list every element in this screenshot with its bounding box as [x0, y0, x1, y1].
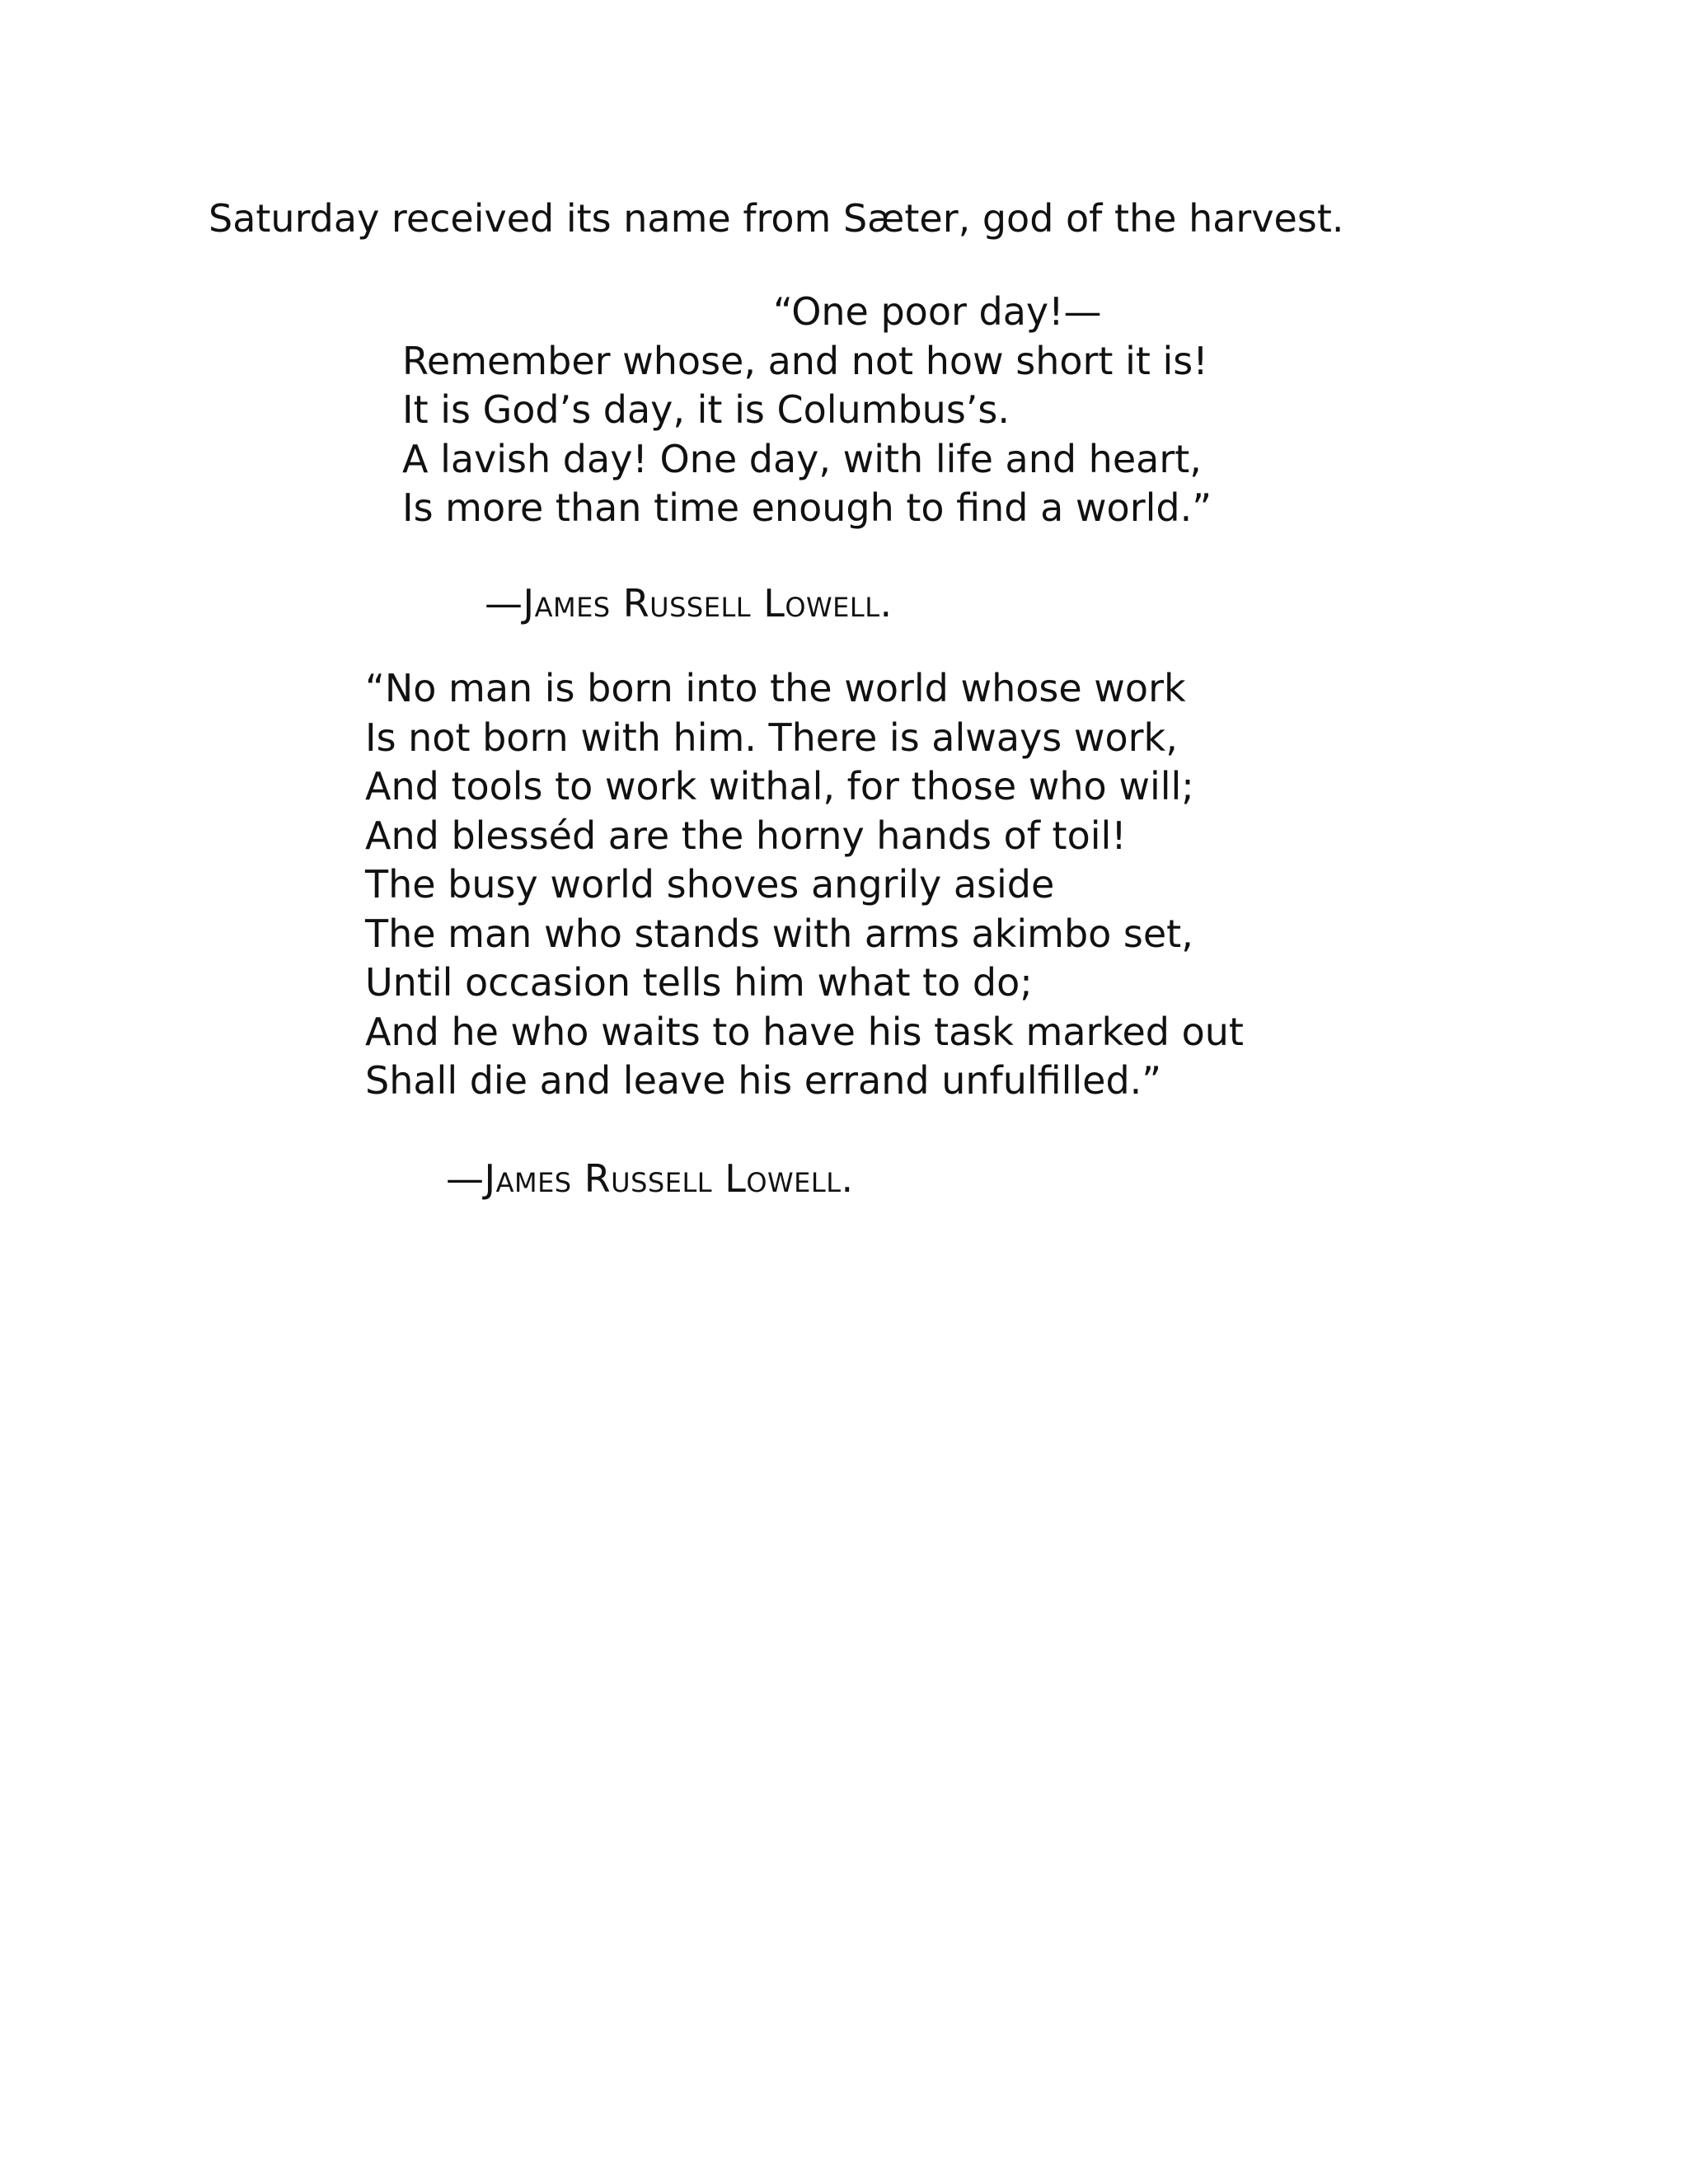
poem-work	[365, 664, 1244, 1106]
poem-line: Is not born with him. There is always work,	[365, 715, 1178, 760]
poem-columbus	[402, 288, 1212, 533]
poem-attribution: —James Russell Lowell.	[446, 1156, 854, 1201]
poem-line: The man who stands with arms akimbo set,	[365, 911, 1193, 956]
poem-line: Is more than time enough to find a world.”	[402, 485, 1212, 530]
poem-attribution: —James Russell Lowell.	[485, 581, 893, 626]
poem-line: Shall die and leave his errand unfulfilled.”	[365, 1058, 1162, 1103]
poem-line: And blesséd are the horny hands of toil!	[365, 813, 1127, 858]
poem-line: Until occasion tells him what to do;	[365, 960, 1033, 1005]
poem-line: And he who waits to have his task marked out	[365, 1009, 1244, 1054]
poem-line: A lavish day! One day, with life and heart,	[402, 436, 1202, 481]
poem-line: “No man is born into the world whose work	[365, 666, 1186, 710]
poem-line: The busy world shoves angrily aside	[365, 862, 1055, 907]
poem-line: It is God’s day, it is Columbus’s.	[402, 387, 1010, 432]
poem-line: Remember whose, and not how short it is!	[402, 338, 1208, 383]
poem-line: And tools to work withal, for those who will;	[365, 764, 1194, 808]
intro-paragraph: Saturday received its name from Sæter, god of the harvest.	[209, 196, 1344, 241]
poem-line: “One poor day!—	[773, 289, 1102, 334]
